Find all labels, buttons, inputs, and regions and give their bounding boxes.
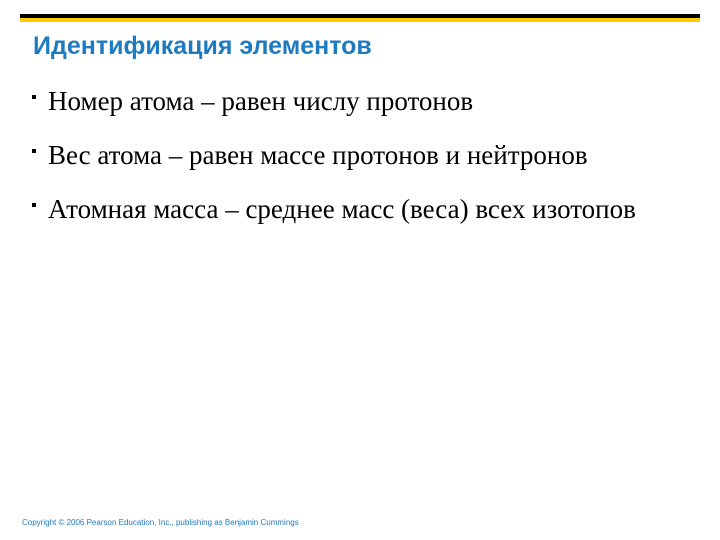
copyright-footer: Copyright © 2006 Pearson Education, Inc., publishing as Benjamin Cummings	[22, 518, 299, 527]
bullet-text: Атомная масса – среднее масс (веса) всех изотопов	[48, 194, 636, 224]
bullet-text: Вес атома – равен массе протонов и нейтронов	[48, 140, 588, 170]
bullet-item-atomic-weight	[32, 138, 682, 172]
slide-title: Идентификация элементов	[33, 32, 372, 60]
bullet-item-atomic-number	[32, 84, 682, 118]
bullet-text: Номер атома – равен числу протонов	[48, 86, 474, 116]
bullet-icon	[32, 95, 36, 99]
bullet-icon	[32, 149, 36, 153]
bullet-icon	[32, 203, 36, 207]
bullet-item-atomic-mass	[32, 192, 682, 226]
bullet-list	[32, 84, 682, 246]
header-rule-yellow	[20, 18, 700, 22]
